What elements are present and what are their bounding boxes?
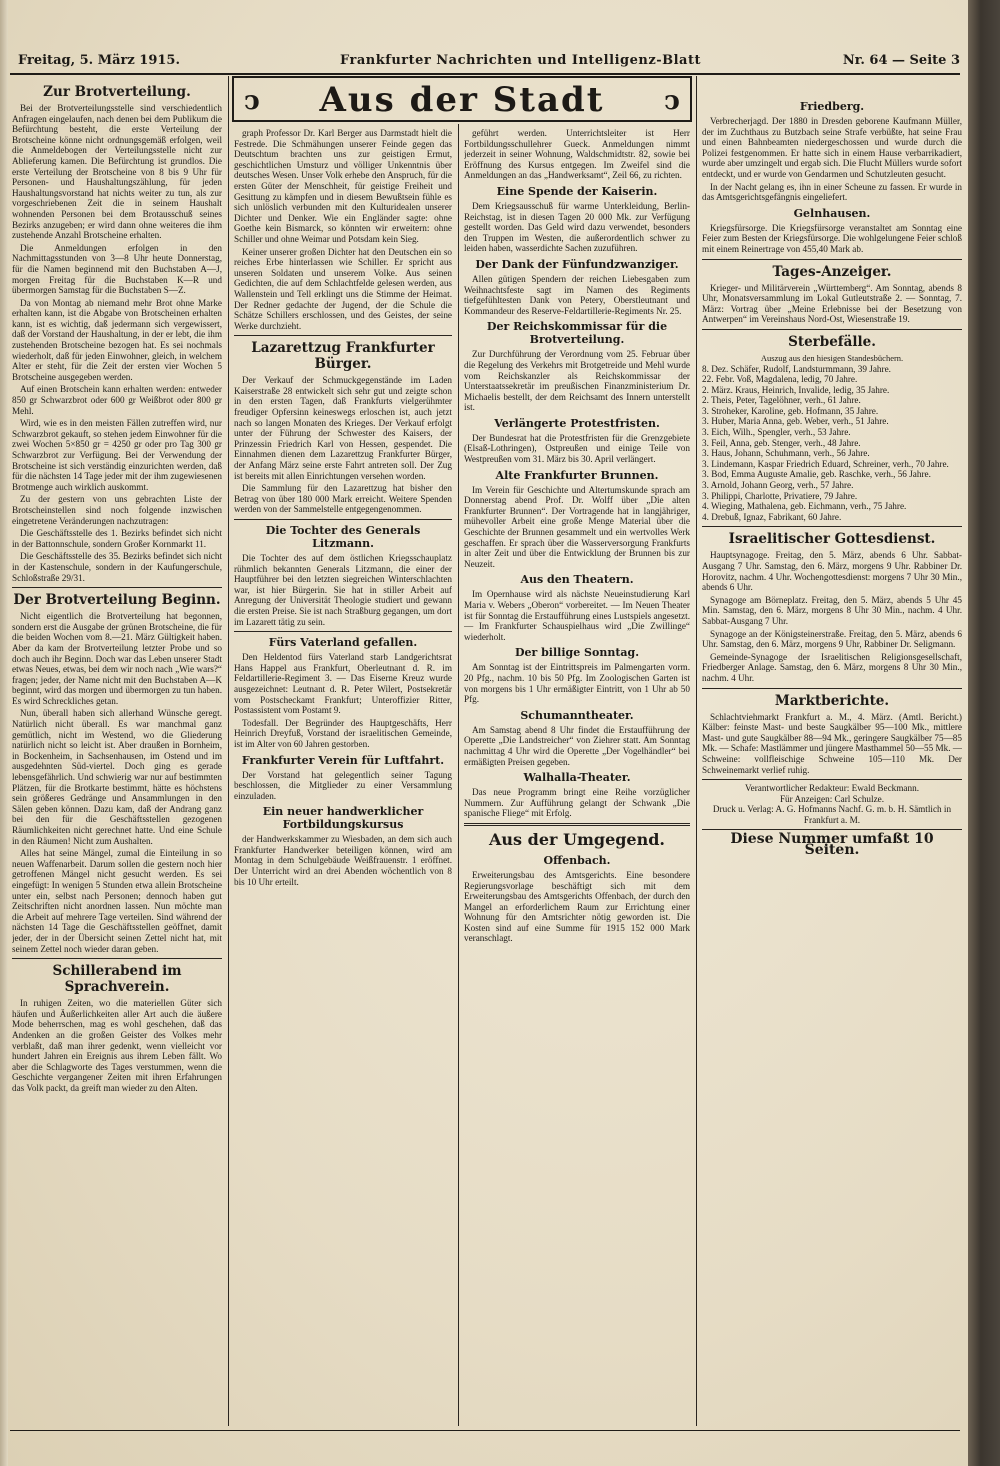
column-divider [458,124,459,1426]
paragraph: Zur Durchführung der Verordnung vom 25. Februar über die Regelung des Verkehrs mit Brotgetreide und Mehl wurde vom Reichskanzler als Reichskommissar der Unterstaatssekretär im preußischen Finanzministerium Dr. Michaelis bestellt, der dem Reichsamt des Innern unterstellt ist. [464,349,690,413]
column-1 [12,80,222,1430]
paragraph: Im Verein für Geschichte und Altertumskunde sprach am Donnerstag abend Prof. Dr. Wolff über „Die alten Frankfurter Brunnen“. Der Vortragende hat in langjähriger, mühevoller Arbeit eine große Menge Material über die Geschichte der Brunnen gesammelt und ein wertvolles Werk geschaffen. Er sprach über die Wasserversorgung Frankfurts in alter Zeit und über die Entwicklung der Brunnen bis zur Neuzeit. [464,484,690,569]
ornament-right: ↄ [664,86,680,116]
headline: Der Dank der Fünfundzwanziger. [475,257,679,271]
paragraph: Die Geschäftsstelle des 1. Bezirks befindet sich nicht in der Battonnschule, sondern Großer Kornmarkt 11. [12,528,222,549]
paragraph: graph Professor Dr. Karl Berger aus Darmstadt hielt die Festrede. Die Schmähungen unserer Feinde gegen das Deutschtum brachten uns zur geistigen Ermut, geschichtlichen Umsturz und völliger Unkenntnis über deutsches Wesen. Unser Volk erhebe den Anspruch, für die ersten Güter der Menschheit, für geistige Freiheit und Gesittung zu kämpfen und in diesem Bewußtsein fühle es sich unlöslich verbunden mit den Kulturidealen unserer Dichter und Denker. Wie ein Engländer sagte: ohne Goethe kein Bismarck, so könnten wir erweitern: ohne Schiller und ohne Weimar und Potsdam kein Sieg. [234,128,452,244]
separator [464,823,690,826]
paragraph: Die Anmeldungen erfolgen in den Nachmittagsstunden von 3—8 Uhr heute Donnerstag, für die Namen beginnend mit den Buchstaben A—J, morgen Freitag für die Buchstaben K—R und übermorgen Samstag für die Buchstaben S—Z. [12,242,222,296]
headline: Der billige Sonntag. [514,646,640,660]
headline: Friedberg. [799,100,865,113]
death-notice: 4. Wieging, Mathalena, geb. Eichmann, verh., 75 Jahre. [702,501,907,512]
editor-credit: Verantwortlicher Redakteur: Ewald Beckmann. [745,783,919,794]
paragraph: Schlachtviehmarkt Frankfurt a. M., 4. März. (Amtl. Bericht.) Kälber: feinste Mast- und beste Saugkälber 95—100 Mk., mittlere Mast- und gute Saugkälber 88—94 Mk., geringere Saugkälber 75—85 Mk. — Schafe: Mastlämmer und jüngere Masthammel 50—55 Mk. — Schweine: vollfleischige Schweine 105—110 Mk. Der Schweinemarkt verlief ruhig. [702,711,962,775]
header-date: Freitag, 5. März 1915. [18,53,181,68]
death-notice: 3. Arnold, Johann Georg, verh., 57 Jahre. [702,480,854,491]
headline: Walhalla-Theater. [523,771,631,785]
paragraph: Auf einen Brotschein kann erhalten werden: entweder 850 gr Schwarzbrot oder 600 gr Weißbrot oder 800 gr Mehl. [12,384,222,416]
paragraph: der Handwerkskammer zu Wiesbaden, an dem sich auch Frankfurter Handwerker beteiligen können, wird am Montag in dem Schulgebäude Weißfrauenstr. 1 eröffnet. Der Unterricht wird an drei Abenden wöchentlich von 8 bis 10 Uhr erteilt. [234,834,452,887]
paragraph: geführt werden. Unterrichtsleiter ist Herr Fortbildungsschullehrer Gueck. Anmeldungen nimmt jederzeit in seiner Wohnung, Waldschmidtstr. 82, sowie bei Eröffnung des Kursus entgegen. Im Zweifel sind die Anmeldungen an das „Handwerksamt“, Zeil 66, zu richten. [464,128,690,181]
headline: Schillerabend im Sprachverein. [52,963,182,996]
column-divider [228,76,229,1426]
column-2 [234,128,452,1428]
death-notice: 22. Febr. Voß, Magdalena, ledig, 70 Jahre. [702,374,858,385]
death-notice: 3. Bod, Emma Auguste Amalie, geb. Raschke, verh., 56 Jahre. [702,469,931,480]
headline: Frankfurter Verein für Luftfahrt. [241,753,445,767]
paragraph: Am Samstag abend 8 Uhr findet die Erstaufführung der Operette „Die Landstreicher“ von Ziehrer statt. Am Sonntag nachmittag 4 Uhr wird die Operette „Der Vogelhändler“ bei ermäßigten Preisen gegeben. [464,724,690,767]
separator [234,335,452,336]
paragraph: Der Verkauf der Schmuckgegenstände im Laden Kaiserstraße 28 entwickelt sich sehr gut und zeigte schon in den ersten Tagen, daß Frankfurts vielgerühmter freudiger Opfersinn keineswegs erloschen ist, auch jetzt nach so langen Monaten des Krieges. Der Verkauf erfolgt unter der Führung der Schwester des Kaisers, der Prinzessin Friedrich Karl von Hessen, gespendet. Die Einnahmen dienen dem Lazarettzug Frankfurter Bürger, der Anfang März seine erste Fahrt antreten soll. Der Zug ist bereits mit allen Einrichtungen versehen worden. [234,375,452,481]
headline: Marktberichte. [774,692,890,709]
headline: Aus den Theatern. [520,573,634,587]
paragraph: Die Geschäftsstelle des 35. Bezirks befindet sich nicht in der Kastenschule, sondern in der Kaufungerschule, Schloßstraße 29/31. [12,551,222,583]
paragraph: Keiner unserer großen Dichter hat den Deutschen ein so reiches Erbe hinterlassen wie Schiller. Er spricht aus unseren Soldaten und unserem Volke. Aus seinen Gedichten, die auf dem Schlachtfelde gelesen werden, aus Wallenstein und Tell erklingt uns die Stimme der Heimat. Der Redner gedachte der Jugend, der die Schule die Schätze Schillers erschlossen, und des Geistes, der seine Werke durchzieht. [234,246,452,331]
headline: Der Brotverteilung Beginn. [13,592,221,609]
ornament-left: ↄ [244,86,260,116]
paragraph: Hauptsynagoge. Freitag, den 5. März, abends 6 Uhr. Sabbat-Ausgang 7 Uhr. Samstag, den 6. März, morgens 9 Uhr. Rabbiner Dr. Horovitz, nachm. 4 Uhr. Wochengottesdienst: morgens 7 Uhr 30 Min., abends 6 Uhr. [702,550,962,593]
paragraph: Am Sonntag ist der Eintrittspreis im Palmengarten vorm. 20 Pfg., nachm. 10 bis 50 Pfg. Im Zoologischen Garten ist von morgens bis 1 Uhr ermäßigter Eintritt, von 1 Uhr ab 50 Pfg. [464,662,690,705]
subheadline: Auszug aus den hiesigen Standesbüchern. [760,352,904,363]
ads-credit: Für Anzeigen: Carl Schulze. [779,793,885,804]
headline: Sterbefälle. [788,333,876,350]
separator [702,329,962,330]
paragraph: Synagoge an der Königsteinerstraße. Freitag, den 5. März, abends 6 Uhr. Samstag, den 6. März, morgens 9 Uhr, Rabbiner Dr. Seligmann. [702,628,962,650]
header-page-number: Nr. 64 — Seite 3 [842,53,960,68]
paragraph: Der Vorstand hat gelegentlich seiner Tagung beschlossen, die Mitglieder zu einer Versammlung einzuladen. [234,769,452,801]
paragraph: In ruhigen Zeiten, wo die materiellen Güter sich häufen und Äußerlichkeiten aller Art auch die äußere Mode beherrschen, mag es wohl geschehen, daß das Andenken an die großen Geister des Volkes mehr verblaßt, daß man ihrer gedenkt, wenn vielleicht vor hundert Jahren ein Ereignis aus ihrem Leben fällt. Wo aber die Schlagworte des Tages verstummen, wenn die Geschichte vergangener Zeiten mit ihren Erfahrungen das Volk packt, da greift man wieder zu den Alten. [12,998,222,1093]
death-notice: 3. Stroheker, Karoline, geb. Hofmann, 35 Jahre. [702,405,879,416]
death-notice: 3. Huber, Maria Anna, geb. Weber, verh., 51 Jahre. [702,416,889,427]
paragraph: Wird, wie es in den meisten Fällen zutreffen wird, nur Schwarzbrot gekauft, so stehen jedem Einwohner für die zwei Wochen 5×850 gr = 4250 gr oder pro Tag 300 gr Schwarzbrot zur Verfügung. Bei der Verwendung der Brotscheine ist sich verständig einzurichten werden, daß für die nächsten 14 Tage jeder mit der ihm zugewiesenen Brotmenge auch wirklich auskommt. [12,418,222,492]
headline: Zur Brotverteilung. [43,84,191,100]
headline: Tages-Anzeiger. [772,263,892,280]
paragraph: Kriegsfürsorge. Die Kriegsfürsorge veranstaltet am Sonntag eine Feier zum Besten der Kriegsfürsorge. Die wohlgelungene Feier schloß mit einem Reinertrage von 455,40 Mark ab. [702,222,962,254]
paragraph: Der Bundesrat hat die Protestfristen für die Grenzgebiete (Elsaß-Lothringen), Ostpreußen und einige Teile von Westpreußen vom 31. März bis 30. April verlängert. [464,432,690,465]
death-notice: 3. Eich, Wilh., Spengler, verh., 53 Jahre. [702,427,851,438]
death-notice: 4. Drebuß, Ignaz, Fabrikant, 60 Jahre. [702,511,842,522]
death-notice: 3. Feil, Anna, geb. Stenger, verh., 48 Jahre. [702,437,861,448]
footer-rule [10,1430,960,1431]
page-header [10,50,960,72]
paragraph: Synagoge am Börneplatz. Freitag, den 5. März, abends 5 Uhr 45 Min. Samstag, den 6. März, morgens 8 Uhr 30 Min., nachm. 4 Uhr. Sabbat-Ausgang 7 Uhr. [702,594,962,626]
separator [234,631,452,632]
headline: Israelitischer Gottesdienst. [728,531,936,548]
separator [702,526,962,527]
column-4 [702,96,962,1426]
separator [702,259,962,260]
headline: Gelnhausen. [793,206,871,220]
paragraph: Die Tochter des auf dem östlichen Kriegsschauplatz rühmlich bekannten Generals Litzmann, die einer der Hauptführer bei den letzten siegreichen Winterschlachten war, ist hier Bürgerin. Sie hat in stiller Arbeit auf Anregung der Universität Theologie studiert und gewann die ersten Preise. Sie ist nach Straßburg gegangen, um dort im Lazarett tätig zu sein. [234,553,452,627]
header-paper-name: Frankfurter Nachrichten und Intelligenz-Blatt [340,53,701,68]
header-rule [10,73,960,75]
paragraph: Nicht eigentlich die Brotverteilung hat begonnen, sondern erst die Ausgabe der grünen Brotscheine, die für die beiden Wochen vom 8.—21. März Gültigkeit haben. Aber da kam der Brotverteilung letzter Probe und so doch auch ihr Beginn. Doch war das Leben unserer Stadt etwas Neues, etwas, bei dem wir noch nach „Wie wars?“ fragen; jeder, der Name nicht mit den Buchstaben A—K beginnt, wird das morgen und übermorgen zu tun haben. Es wird Schreckliches getan. [12,611,222,706]
paragraph: Gemeinde-Synagoge der Israelitischen Religionsgesellschaft, Friedberger Anlage. Samstag, den 6. März, morgens 8 Uhr 30 Min., nachm. 4 Uhr. [702,651,962,683]
headline: Schumanntheater. [520,708,634,722]
death-notice: 2. März. Kraus, Heinrich, Invalide, ledig, 35 Jahre. [702,384,890,395]
headline: Alte Frankfurter Brunnen. [495,468,659,482]
paragraph: In der Nacht gelang es, ihn in einer Scheune zu fassen. Er wurde in das Amtsgerichtsgefängnis eingeliefert. [702,181,962,203]
section-title-box [232,76,692,122]
death-notice: 3. Philippi, Charlotte, Privatiere, 79 Jahre. [702,490,858,501]
headline: Ein neuer handwerklicher Fortbildungskursus [262,805,424,832]
paragraph: Dem Kriegsausschuß für warme Unterkleidung, Berlin-Reichstag, ist in diesen Tagen 20 000 Mk. zur Verfügung gestellt worden. Das Geld wird dazu verwendet, besonders den Truppen im Westen, die außerordentlich schwer zu leiden haben, wasserdichte Sachen zuzuführen. [464,200,690,254]
section-title: Aus der Stadt [319,80,605,120]
headline: Der Reichskommissar für die Brotverteilung. [486,320,668,347]
paragraph: Todesfall. Der Begründer des Hauptgeschäfts, Herr Heinrich Dreyfuß, Vorstand der israelitischen Gemeinde, ist im Alter von 60 Jahren gestorben. [234,717,452,749]
paragraph: Alles hat seine Mängel, zumal die Einteilung in so neuen Waffenarbeit. Darum sollen die gestern noch hier getroffenen Mängel nicht gesucht werden. Es sei eingefügt: In wenigen 5 Stunden etwa allein Brotscheine unter ein, selbst nach Personen; dennoch haben gut Zeitschriften nicht anordnen lassen. Nun möchte man die Arbeit auf mehrere Tage verteilen. Sind während der nächsten 14 Tage die Geschäftsstellen geöffnet, damit jeder, der in der Übersicht seinen Zettel nicht hat, mit seinem Zettel noch wieder daran geben. [12,848,222,954]
column-3 [464,128,690,1428]
headline: Die Tochter des Generals Litzmann. [265,524,421,550]
paragraph: Krieger- und Militärverein „Württemberg“. Am Sonntag, abends 8 Uhr, Monatsversammlung im Lokal Gutleutstraße 2. — Sonntag, 7. März: Vortrag über „Meine Erlebnisse bei der Besetzung von Antwerpen“ im Vereinshaus Nord-Ost, Wiesenstraße 19. [702,282,962,325]
binding-edge [968,0,1000,1466]
page-left-edge [0,0,8,1466]
paragraph: Den Heldentod fürs Vaterland starb Landgerichtsrat Hans Happel aus Frankfurt, Oberleutnant d. R. im Feldartillerie-Regiment 3. — Das Eiserne Kreuz wurde ausgezeichnet: Leutnant d. R. Peter Wilert, Postsekretär vom Postscheckamt Frankfurt; Unteroffizier Ritter, Postassistent vom Postamt 9. [234,652,452,716]
headline: Eine Spende der Kaiserin. [496,184,658,198]
paragraph: Nun, überall haben sich allerhand Wünsche geregt. Natürlich nicht überall. Es war manchmal ganz gemütlich, nicht im Westend, wo die Gliederung natürlich nicht so leicht ist. Aber draußen in Bornheim, in Bockenheim, in Sachsenhausen, im Ostend und im ausgedehnten Süd-viertel. Doch ging es gerade lebensgefährlich. Und schwierig war nur auf bestimmten Plätzen, für die Brotkarte bestimmt, hätte es höchstens sein größeres Gedränge und Ansammlungen in den Sälen geben können. Dazu kam, daß der Andrang ganz bei den für die Geschäftsstellen gezogenen Räumlichkeiten nicht gerechnet hatte. Und eine Schule in den Räumen! Nicht zum Aushalten. [12,708,222,846]
death-notice: 3. Lindemann, Kaspar Friedrich Eduard, Schreiner, verh., 70 Jahre. [702,458,949,469]
paragraph: Das neue Programm bringt eine Reihe vorzüglicher Nummern. Zur Aufführung gelangt der Schwank „Die spanische Fliege“ mit Erfolg. [464,787,690,819]
column-divider [696,76,697,1426]
headline: Aus der Umgegend. [489,829,665,849]
death-notice: 2. Theis, Peter, Tagelöhner, verh., 61 Jahre. [702,395,861,406]
paragraph: Bei der Brotverteilungsstelle sind verschiedentlich Anfragen eingelaufen, nach denen bei dem Publikum die Befürchtung besteht, die erste Verteilung der Brotscheine könne nicht ordnungsgemäß erfolgen, weil die Anmeldebogen der Verteilungsstelle nicht zur Ablieferung kamen. Die Befürchtung ist grundlos. Die erste Verteilung der Brotscheine von 8 bis 9 Uhr für Personen- und Haushaltungszählung, für jeden Haushaltungsvorstand hat nichts weiter zu tun, als zur vorgeschriebenen Zeit die in seinem Haushalt wohnenden Personen bei dem Brotausschuß seines Bezirks anzugeben; er wird dann ohne weiteres die ihm zustehende Anzahl Brotscheine erhalten. [12,103,222,241]
death-notice: 3. Haus, Johann, Schuhmann, verh., 56 Jahre. [702,448,870,459]
death-notice: 8. Dez. Schäfer, Rudolf, Landsturmmann, 39 Jahre. [702,363,891,374]
separator [702,688,962,689]
death-notices-list [702,364,962,523]
headline: Lazarettzug Frankfurter Bürger. [251,340,435,373]
page-count-note: Diese Nummer umfaßt 10 Seiten. [730,831,934,859]
paragraph: Da von Montag ab niemand mehr Brot ohne Marke erhalten kann, ist die Abgabe von Brotscheinen erhalten kann, ist es wichtig, daß jedermann sich vergewissert, daß der Vorstand der Haushaltung, in der er lebt, die ihm zustehenden Brotscheine bezogen hat. Es sei nochmals wiederholt, daß für jeden Einwohner, gleich, in welchem Alter er steht, für die Zeit der ersten vier Wochen 5 Brotscheine ausgegeben werden. [12,297,222,382]
printer-credit: Druck u. Verlag: A. G. Hofmanns Nachf. G. m. b. H. Sämtlich in Frankfurt a. M. [712,804,952,825]
paragraph: Im Opernhause wird als nächste Neueinstudierung Karl Maria v. Webers „Oberon“ vorbereitet. — Im Neuen Theater ist für Sonntag die Erstaufführung eines Lustspiels angesetzt. — Im Frankfurter Schauspielhaus wird „Die Zwillinge“ wiederholt. [464,589,690,642]
separator [702,779,962,780]
headline: Verlängerte Protestfristen. [494,416,660,430]
paragraph: Die Sammlung für den Lazarettzug hat bisher den Betrag von über 180 000 Mark erreicht. Weitere Spenden werden von der Sammelstelle entgegengenommen. [234,483,452,515]
paragraph: Allen gütigen Spendern der reichen Liebesgaben zum Weihnachtsfeste sagt im Namen des Regiments tiefgefühltesten Dank von Petery, Oberstleutnant und Kommandeur des Reserve-Feldartillerie-Regiments Nr. 25. [464,273,690,316]
headline: Fürs Vaterland gefallen. [268,636,418,650]
paragraph: Verbrecherjagd. Der 1880 in Dresden geborene Kaufmann Müller, der im Zuchthaus zu Butzbach seine Strafe verbüßte, hat seine Frau und einen Bahnbeamten niedergeschossen und wurde durch die Polizei festgenommen. Er hatte sich in einem Hause verbarrikadiert, wurde aber umzingelt und ergab sich. Die Flucht Müllers wurde sofort entdeckt, und er wurde von Gendarmen und Schutzleuten gesucht. [702,116,962,179]
separator [234,519,452,520]
paragraph: Zu der gestern von uns gebrachten Liste der Brotscheinstellen sind noch folgende inzwischen eingetretene Veränderungen nachzutragen: [12,494,222,526]
paragraph: Erweiterungsbau des Amtsgerichts. Eine besondere Regierungsvorlage beschäftigt sich mit dem Erweiterungsbau des Amtsgerichts Offenbach, der durch den Mangel an erforderlichem Raum zur Errichtung einer Wohnung für den Amtsrichter nötig geworden ist. Die Kosten sind auf eine Summe für 1915 152 000 Mark veranschlagt. [464,869,690,944]
headline: Offenbach. [543,853,611,867]
separator [12,587,222,588]
separator [702,829,962,830]
separator [12,958,222,959]
